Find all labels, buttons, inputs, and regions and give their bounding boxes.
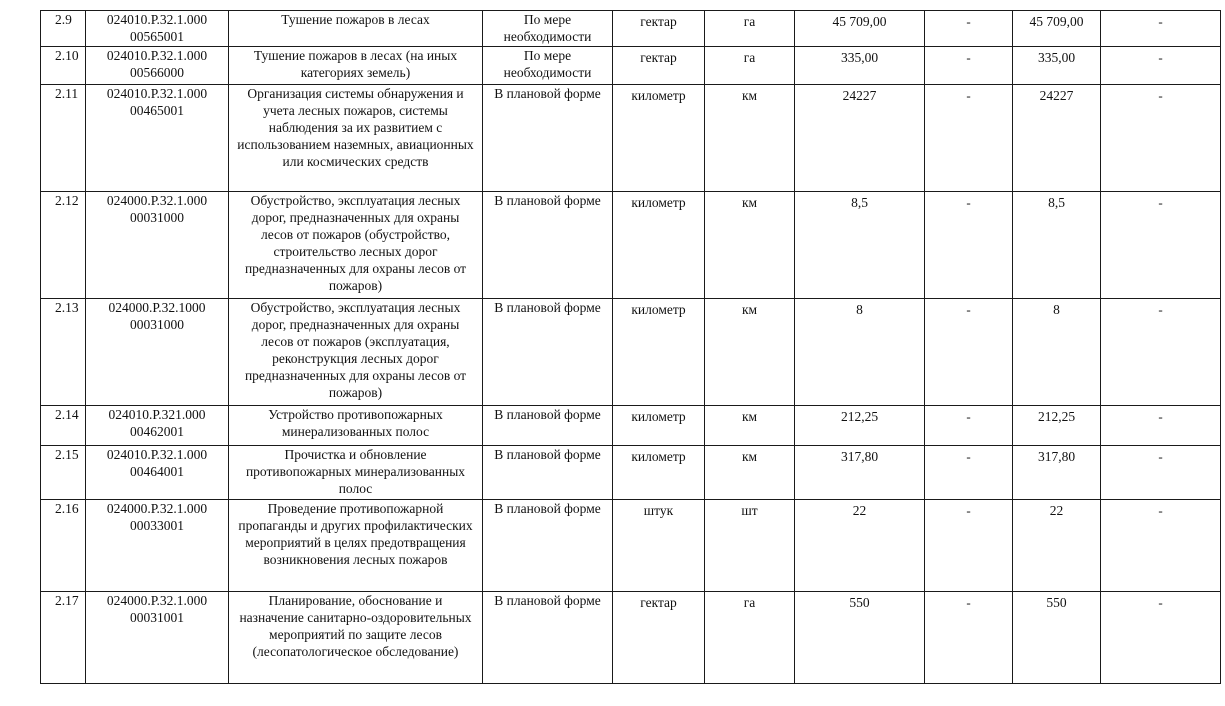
- work-name: Обустройство, эксплуатация лесных дорог, предназначенных для охраны лесов от пожаров (обустройство, строительство лесных дорог предназначенных для охраны лесов от пожаров): [229, 192, 483, 299]
- value-col-4: -: [1101, 299, 1221, 406]
- code-line-1: 024000.Р.32.1000: [108, 300, 206, 315]
- forest-fire-works-table: [40, 10, 1221, 684]
- work-form: В плановой форме: [483, 85, 613, 192]
- unit-name: гектар: [613, 592, 705, 684]
- value-col-4: -: [1101, 192, 1221, 299]
- value-col-2: -: [925, 192, 1013, 299]
- work-name: Планирование, обоснование и назначение санитарно-оздоровительных мероприятий по защите лесов (лесопатологическое обследование): [229, 592, 483, 684]
- value-col-3: 24227: [1013, 85, 1101, 192]
- row-number: 2.15: [41, 446, 86, 500]
- code-line-1: 024000.Р.32.1.000: [106, 193, 208, 208]
- work-name: Организация системы обнаружения и учета лесных пожаров, системы наблюдения за их развитием с использованием наземных, авиационных или космических средств: [229, 85, 483, 192]
- value-col-4: -: [1101, 592, 1221, 684]
- value-col-3: 550: [1013, 592, 1101, 684]
- value-col-2: -: [925, 406, 1013, 446]
- value-col-3: 8: [1013, 299, 1101, 406]
- unit-name: километр: [613, 85, 705, 192]
- value-col-2: -: [925, 446, 1013, 500]
- unit-abbr: га: [705, 47, 795, 85]
- value-col-2: -: [925, 11, 1013, 47]
- row-code: [86, 299, 229, 406]
- table-row: [41, 446, 1221, 500]
- unit-abbr: га: [705, 592, 795, 684]
- work-form: В плановой форме: [483, 299, 613, 406]
- table-row: [41, 406, 1221, 446]
- value-col-4: -: [1101, 85, 1221, 192]
- code-line-1: 024000.Р.32.1.000: [106, 593, 208, 608]
- unit-abbr: км: [705, 85, 795, 192]
- code-line-1: 024010.Р.32.1.000: [106, 447, 208, 462]
- work-form: По мере необходимости: [483, 47, 613, 85]
- unit-name: километр: [613, 192, 705, 299]
- row-number: 2.11: [41, 85, 86, 192]
- table-row: [41, 500, 1221, 592]
- unit-name: километр: [613, 406, 705, 446]
- code-line-1: 024010.Р.321.000: [108, 407, 206, 422]
- unit-name: гектар: [613, 47, 705, 85]
- value-col-3: 335,00: [1013, 47, 1101, 85]
- unit-name: штук: [613, 500, 705, 592]
- value-col-2: -: [925, 592, 1013, 684]
- code-line-1: 024000.Р.32.1.000: [106, 501, 208, 516]
- unit-name: километр: [613, 446, 705, 500]
- unit-name: гектар: [613, 11, 705, 47]
- code-line-2: 00031001: [130, 610, 184, 625]
- row-number: 2.16: [41, 500, 86, 592]
- code-line-2: 00031000: [130, 210, 184, 225]
- row-code: [86, 406, 229, 446]
- row-code: [86, 47, 229, 85]
- row-number: 2.9: [41, 11, 86, 47]
- row-code: [86, 11, 229, 47]
- work-form: В плановой форме: [483, 592, 613, 684]
- work-form: В плановой форме: [483, 406, 613, 446]
- value-col-3: 8,5: [1013, 192, 1101, 299]
- work-name: Прочистка и обновление противопожарных минерализованных полос: [229, 446, 483, 500]
- value-col-4: -: [1101, 500, 1221, 592]
- value-total: 550: [795, 592, 925, 684]
- value-col-2: -: [925, 85, 1013, 192]
- row-number: 2.17: [41, 592, 86, 684]
- code-line-2: 00566000: [130, 65, 184, 80]
- value-total: 212,25: [795, 406, 925, 446]
- row-number: 2.14: [41, 406, 86, 446]
- value-col-3: 212,25: [1013, 406, 1101, 446]
- code-line-2: 00033001: [130, 518, 184, 533]
- table-row: [41, 192, 1221, 299]
- value-total: 45 709,00: [795, 11, 925, 47]
- value-col-4: -: [1101, 406, 1221, 446]
- value-col-3: 22: [1013, 500, 1101, 592]
- code-line-2: 00465001: [130, 103, 184, 118]
- work-name: Тушение пожаров в лесах: [229, 11, 483, 47]
- row-code: [86, 446, 229, 500]
- value-col-2: -: [925, 299, 1013, 406]
- code-line-1: 024010.Р.32.1.000: [106, 12, 208, 27]
- value-col-3: 45 709,00: [1013, 11, 1101, 47]
- row-code: [86, 592, 229, 684]
- value-col-2: -: [925, 47, 1013, 85]
- row-number: 2.13: [41, 299, 86, 406]
- table-row: [41, 47, 1221, 85]
- code-line-2: 00464001: [130, 464, 184, 479]
- value-total: 335,00: [795, 47, 925, 85]
- value-total: 317,80: [795, 446, 925, 500]
- work-name: Обустройство, эксплуатация лесных дорог, предназначенных для охраны лесов от пожаров (эксплуатация, реконструкция лесных дорог предназначенных для охраны лесов от пожаров): [229, 299, 483, 406]
- row-number: 2.12: [41, 192, 86, 299]
- work-form: В плановой форме: [483, 500, 613, 592]
- value-total: 8,5: [795, 192, 925, 299]
- table-row: [41, 85, 1221, 192]
- value-col-4: -: [1101, 446, 1221, 500]
- table-row: [41, 592, 1221, 684]
- code-line-2: 00462001: [130, 424, 184, 439]
- table-row: [41, 11, 1221, 47]
- work-form: В плановой форме: [483, 446, 613, 500]
- work-form: По мере необходимости: [483, 11, 613, 47]
- value-col-2: -: [925, 500, 1013, 592]
- work-name: Проведение противопожарной пропаганды и других профилактических мероприятий в целях предотвращения возникновения лесных пожаров: [229, 500, 483, 592]
- table-row: [41, 299, 1221, 406]
- document-page: [40, 10, 1206, 684]
- unit-abbr: шт: [705, 500, 795, 592]
- value-col-4: -: [1101, 47, 1221, 85]
- unit-abbr: км: [705, 192, 795, 299]
- code-line-1: 024010.Р.32.1.000: [106, 86, 208, 101]
- value-col-4: -: [1101, 11, 1221, 47]
- row-code: [86, 500, 229, 592]
- code-line-2: 00031000: [130, 317, 184, 332]
- row-code: [86, 85, 229, 192]
- row-code: [86, 192, 229, 299]
- unit-abbr: га: [705, 11, 795, 47]
- row-number: 2.10: [41, 47, 86, 85]
- unit-name: километр: [613, 299, 705, 406]
- code-line-1: 024010.Р.32.1.000: [106, 48, 208, 63]
- work-name: Устройство противопожарных минерализованных полос: [229, 406, 483, 446]
- work-form: В плановой форме: [483, 192, 613, 299]
- value-total: 24227: [795, 85, 925, 192]
- unit-abbr: км: [705, 299, 795, 406]
- work-name: Тушение пожаров в лесах (на иных категориях земель): [229, 47, 483, 85]
- value-total: 8: [795, 299, 925, 406]
- code-line-2: 00565001: [130, 29, 184, 44]
- value-total: 22: [795, 500, 925, 592]
- unit-abbr: км: [705, 406, 795, 446]
- unit-abbr: км: [705, 446, 795, 500]
- value-col-3: 317,80: [1013, 446, 1101, 500]
